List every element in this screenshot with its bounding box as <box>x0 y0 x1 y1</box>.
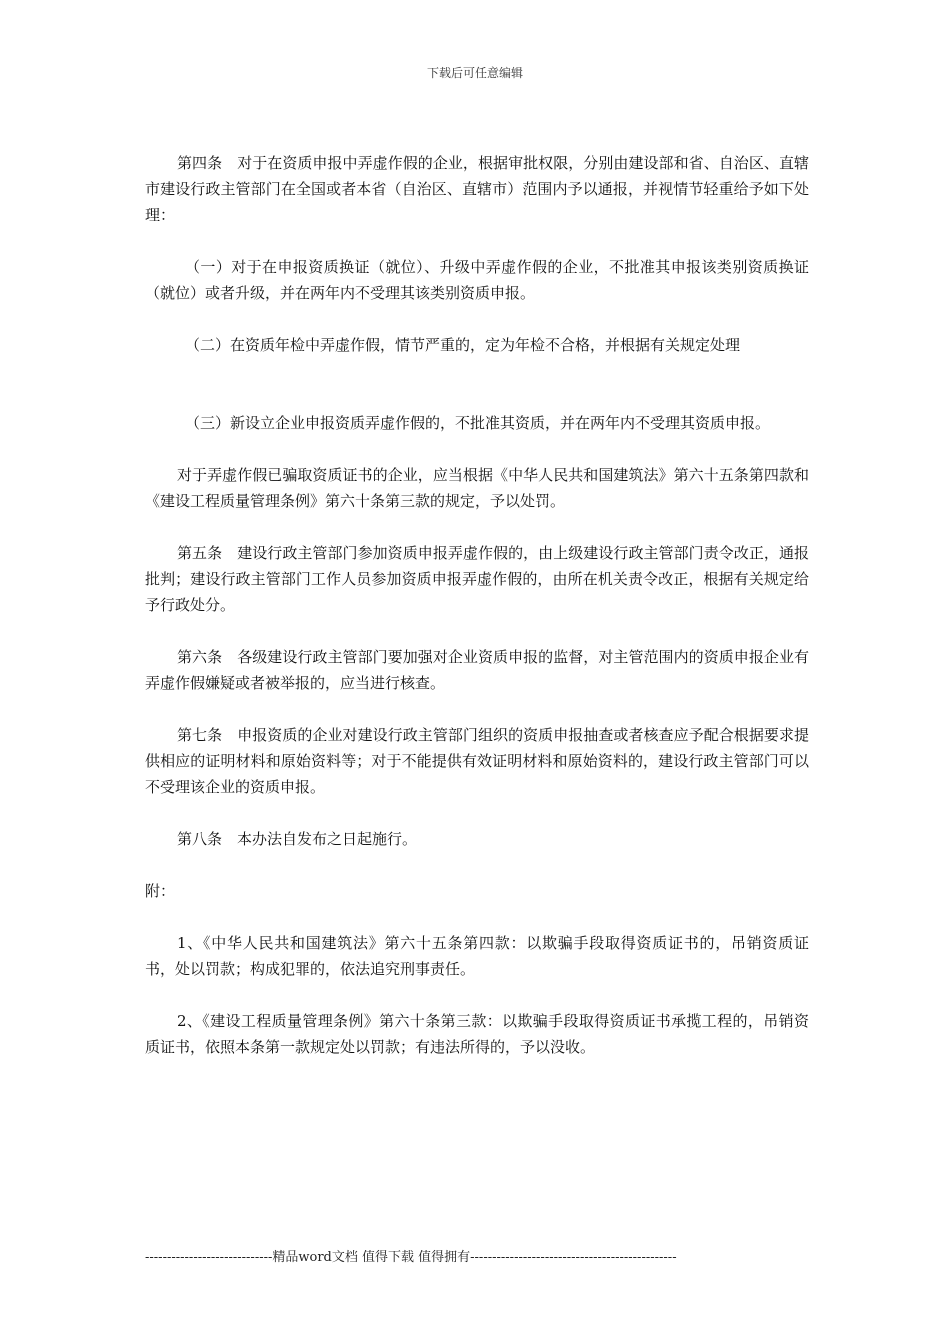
appendix-item-1: 1、《中华人民共和国建筑法》第六十五条第四款：以欺骗手段取得资质证书的，吊销资质证书，处以罚款；构成犯罪的，依法追究刑事责任。 <box>145 934 809 978</box>
article-4-item-1: （一）对于在申报资质换证（就位）、升级中弄虚作假的企业，不批准其申报该类别资质换证（就位）或者升级，并在两年内不受理其该类别资质申报。 <box>145 258 809 302</box>
article-4-penalty: 对于弄虚作假已骗取资质证书的企业，应当根据《中华人民共和国建筑法》第六十五条第四款和《建设工程质量管理条例》第六十条第三款的规定，予以处罚。 <box>145 466 809 510</box>
article-4-item-3: （三）新设立企业申报资质弄虚作假的，不批准其资质，并在两年内不受理其资质申报。 <box>185 414 771 432</box>
article-6: 第六条 各级建设行政主管部门要加强对企业资质申报的监督，对主管范围内的资质申报企业有弄虚作假嫌疑或者被举报的，应当进行核查。 <box>145 648 809 692</box>
article-7: 第七条 申报资质的企业对建设行政主管部门组织的资质申报抽查或者核查应予配合根据要求提供相应的证明材料和原始资料等；对于不能提供有效证明材料和原始资料的，建设行政主管部门可以不受理该企业的资质申报。 <box>145 726 809 796</box>
article-8: 第八条 本办法自发布之日起施行。 <box>177 830 418 848</box>
document-body <box>145 150 809 1086</box>
article-5: 第五条 建设行政主管部门参加资质申报弄虚作假的，由上级建设行政主管部门责令改正，通报批判；建设行政主管部门工作人员参加资质申报弄虚作假的，由所在机关责令改正，根据有关规定给予行政处分。 <box>145 544 809 614</box>
page-footer: -----------------------------精品word文档 值得下载 值得拥有----------------------------------------------- <box>145 1250 677 1265</box>
article-4: 第四条 对于在资质申报中弄虚作假的企业，根据审批权限，分别由建设部和省、自治区、直辖市建设行政主管部门在全国或者本省（自治区、直辖市）范围内予以通报，并视情节轻重给予如下处理： <box>145 154 809 224</box>
page-header: 下载后可任意编辑 <box>426 66 523 80</box>
article-4-item-2: （二）在资质年检中弄虚作假，情节严重的，定为年检不合格，并根据有关规定处理 <box>185 336 741 354</box>
appendix-heading: 附： <box>145 882 176 900</box>
appendix-item-2: 2、《建设工程质量管理条例》第六十条第三款：以欺骗手段取得资质证书承揽工程的，吊销资质证书，依照本条第一款规定处以罚款；有违法所得的，予以没收。 <box>145 1012 809 1056</box>
